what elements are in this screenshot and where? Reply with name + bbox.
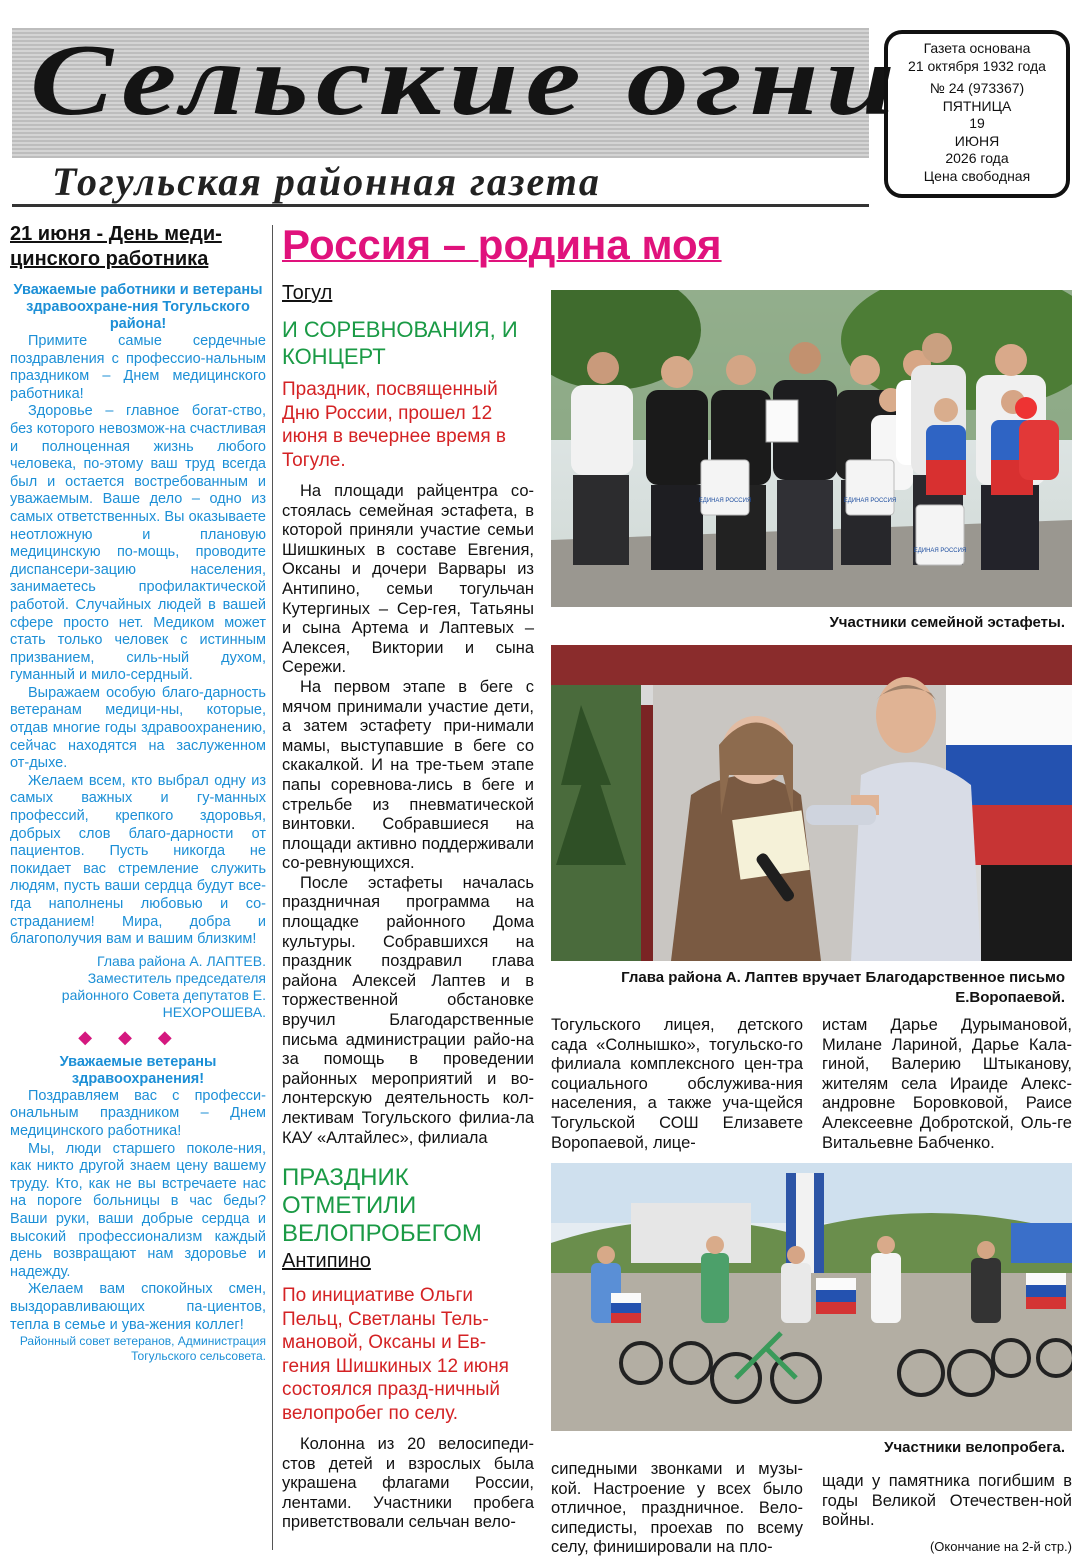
greeting1-text bbox=[10, 333, 266, 949]
bag-label: ЕДИНАЯ РОССИЯ bbox=[843, 498, 897, 504]
masthead bbox=[12, 22, 903, 208]
article1-continued-col2 bbox=[551, 1016, 803, 1153]
greeting2-paragraph: Желаем вам спокойных смен, выздоравливающих па-циентов, тепла в семье и ува-жения коллег! bbox=[10, 1281, 266, 1333]
issue-info-box bbox=[884, 30, 1070, 198]
article1-continuation: истам Дарье Дурымановой, Милане Лариной, Дарье Кала-гиной, Валерию Штыканову, жителям села Ираиде Алекс-андровне Боровковой, Раисе Алексеевне Добротской, Оль-ге Витальевне Бабченко. bbox=[822, 1016, 1072, 1152]
article1-place: Тогул bbox=[282, 282, 333, 304]
diamond-divider: ◆◆◆ bbox=[78, 1026, 198, 1047]
continued-note: (Окончание на 2-й стр.) bbox=[929, 1538, 1072, 1554]
photo2-caption: Глава района А. Лаптев вручает Благодарственное письмо Е.Воропаевой. bbox=[621, 969, 1065, 1006]
greeting1-paragraph: Здоровье – главное богат-ство, без которого невозмож-на счастливая и полноценная жизнь любого человека, по-этому ваш труд всегда был и остается востребованным и уважаемым. Ваше дело – одно из самых ответственных. Вы оказываете неотложную и плановую медицинскую по-мощь, проводите диспансери-зацию населения, занимаетесь профилактической работой. Случайных людей в вашей сфере просто нет. Медиком может стать только человек с истинным призванием, силь-ный духом, гуманный и мило-сердный. bbox=[10, 403, 266, 684]
issue-weekday: ПЯТНИЦА bbox=[942, 97, 1012, 114]
article1 bbox=[282, 280, 534, 1148]
newspaper-subtitle: Тогульская районная газета bbox=[52, 159, 601, 204]
greeting2-paragraph: Поздравляем вас с професси-ональным праздником – Днем медицинского работника! bbox=[10, 1087, 266, 1139]
article1-paragraph: На первом этапе в беге с мячом принимали участие дети, а затем эстафету при-нимали мамы, выступавшие в беге со скакалкой. И на тре-тьем этапе папы соревнова-лись в беге и стрельбе из пневматической винтовки. Собравшиеся на площади активно поддерживали со-ревнующихся. bbox=[282, 677, 534, 873]
greeting2-heading: Уважаемые ветераны здравоохранения! bbox=[59, 1053, 217, 1087]
newspaper-title: Сельские огни bbox=[30, 24, 903, 137]
article1-title: И СОРЕВНОВАНИЯ, И КОНЦЕРТ bbox=[282, 317, 518, 369]
greeting2-paragraph: Мы, люди старшего поколе-ния, как никто другой знаем цену вашему труду. Кто, как не вы встречаете нас на пороге больницы в час беды? Ваши руки, ваши добрые сердца и высокий профессионализм каждый день возвращают нам здоровье и надежду. bbox=[10, 1140, 266, 1280]
issue-number: № 24 (973367) bbox=[929, 80, 1025, 96]
award-photo bbox=[551, 645, 1072, 961]
article2-paragraph: щади у памятника погибшим в годы Великой Отечествен-ной войны. bbox=[822, 1472, 1072, 1530]
photo1-caption: Участники семейной эстафеты. bbox=[829, 614, 1065, 631]
left-column bbox=[10, 222, 266, 1364]
article1-lead: Праздник, посвященный Дню России, прошел 12 июня в вечернее время в Тогуле. bbox=[282, 379, 507, 471]
greeting2-text bbox=[10, 1088, 266, 1334]
bag-label: ЕДИНАЯ РОССИЯ bbox=[913, 548, 967, 554]
greeting1-paragraph: Примите самые сердечные поздравления с профессио-нальным праздником – Днем медицинского работника! bbox=[10, 333, 266, 402]
masthead-rule bbox=[12, 204, 869, 207]
founded-line2: 21 октября 1932 года bbox=[908, 57, 1046, 74]
issue-year: 2026 года bbox=[945, 150, 1009, 166]
main-headline: Россия – родина моя bbox=[282, 221, 722, 268]
greeting1-signature-2: Заместитель председателя районного Совета депутатов Е. НЕХОРОШЕВА. bbox=[61, 969, 266, 1020]
greeting1-signature-1: Глава района А. ЛАПТЕВ. bbox=[97, 952, 266, 969]
article1-body bbox=[282, 482, 534, 1148]
article2-continued-col3 bbox=[822, 1472, 1072, 1556]
article1-continued-col3 bbox=[822, 1016, 1072, 1153]
founded-line1: Газета основана bbox=[923, 40, 1031, 56]
article1-continuation: Тогульского лицея, детского сада «Солнышко», тогульско-го филиала комплексного цен-тра социального обслужива-ния населения, а также уча-щейся Тогульской СОШ Елизавете Воропаевой, лице- bbox=[551, 1016, 803, 1152]
column-divider bbox=[272, 225, 273, 1550]
article2-title: ПРАЗДНИК ОТМЕТИЛИ ВЕЛОПРОБЕГОМ bbox=[282, 1164, 482, 1247]
article1-paragraph: После эстафеты началась праздничная программа на площадке районного Дома культуры. Собравшихся на праздник поздравил глава района Алексей Лаптев и в торжественной обстановке вручил Благодарственные письма администрации райо-на за помощь в проведении районных мероприятий и во-лонтерскую деятельность кол-лективам Тогульского филиа-ла КАУ «Алтайлес», филиала bbox=[282, 873, 534, 1147]
article2-lead: По инициативе Ольги Пельц, Светланы Тель-мановой, Оксаны и Ев-гения Шишкиных 12 июня состоялся празд-ничный велопробег по селу. bbox=[282, 1285, 509, 1424]
issue-price: Цена свободная bbox=[923, 167, 1031, 184]
bag-label: ЕДИНАЯ РОССИЯ bbox=[698, 498, 752, 504]
bike-ride-photo bbox=[551, 1163, 1072, 1431]
article2-paragraph: Колонна из 20 велосипеди-стов детей и взрослых была украшена флагами России, лентами. Участники пробега приветствовали сельчан вело- bbox=[282, 1435, 534, 1532]
family-relay-photo bbox=[551, 290, 1072, 607]
article2-place: Антипино bbox=[282, 1250, 371, 1272]
article2 bbox=[282, 1164, 534, 1533]
article1-paragraph: На площади райцентра со-стоялась семейная эстафета, в которой приняли участие семьи Шишкиных в составе Евгения, Оксаны и дочери Варвары из Антипино, семьи тогульчан Кутергиных – Сер-гея, Татьяны и сына Артема и Лаптевых – Алексея, Виктории и сына Сережи. bbox=[282, 482, 534, 677]
photo3-caption: Участники велопробега. bbox=[884, 1439, 1065, 1456]
medical-day-headline: 21 июня - День меди-цинского работника bbox=[10, 223, 222, 270]
greeting1-paragraph: Желаем всем, кто выбрал одну из самых важных и гу-манных профессий, крепкого здоровья, добрых слов благо-дарности от пациентов. Пусть никогда не покидает вас стремление служить людям, пусть ваши сердца будут все-гда наполнены любовью и со-страданием! Мира, добра и благополучия вам и вашим близким! bbox=[10, 772, 266, 948]
article2-continued-col2 bbox=[551, 1460, 803, 1558]
issue-day: 19 bbox=[969, 115, 985, 131]
article2-paragraph: сипедными звонками и музы-кой. Настроение у всех было отличное, праздничное. Вело-сипедисты, проехав по всему селу, финишировали на пло- bbox=[551, 1460, 803, 1557]
issue-month: ИЮНЯ bbox=[954, 132, 1000, 149]
article2-body bbox=[282, 1435, 534, 1533]
greeting1-paragraph: Выражаем особую благо-дарность ветеранам медици-ны, которые, отдав многие годы здравоохранению, сейчас находятся на заслуженном от-дыхе. bbox=[10, 684, 266, 772]
greeting1-heading: Уважаемые работники и ветераны здравоохране-ния Тогульского района! bbox=[13, 282, 263, 332]
greeting2-signature: Районный совет ветеранов, Администрация Тогульского сельсовета. bbox=[19, 1334, 266, 1364]
